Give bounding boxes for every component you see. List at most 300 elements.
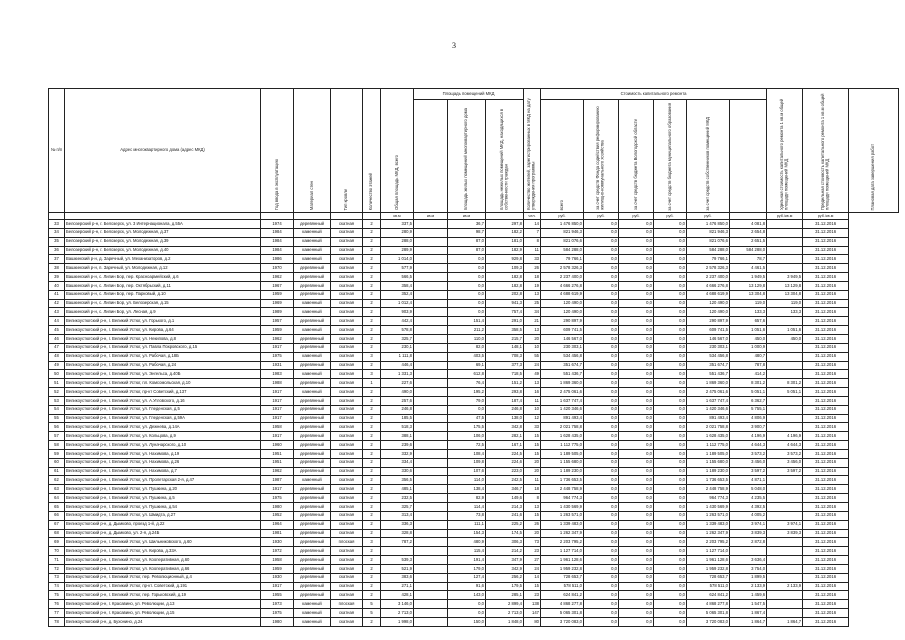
table-cell xyxy=(767,220,803,229)
table-cell: Белозерский р-н, г. Белозерск, ул. Молодежная, д.37 xyxy=(65,228,261,237)
table-cell xyxy=(414,441,448,450)
table-cell: 1988 xyxy=(261,379,294,388)
table-cell: 1 331,3 xyxy=(381,370,414,379)
table-cell: 76,4 xyxy=(448,379,486,388)
table-cell: 49 xyxy=(524,370,541,379)
table-cell: 3 146,0 xyxy=(381,600,414,609)
table-cell: 291,0 xyxy=(486,317,524,326)
table-cell: Белозерский р-н, г. Белозерск, ул. 3 Интернационала, д.55А xyxy=(65,220,261,229)
table-cell: 718,5 xyxy=(486,370,524,379)
table-cell: 0,0 xyxy=(584,564,619,573)
table-cell: 19 xyxy=(524,281,541,290)
table-cell: деревянный xyxy=(294,220,331,229)
table-cell: 0,0 xyxy=(619,564,654,573)
table-cell: 1 637 747,4 xyxy=(541,396,584,405)
table-cell: 110,0 xyxy=(448,334,486,343)
table-cell: 351 674,7 xyxy=(541,361,584,370)
table-cell: 69,1 xyxy=(448,361,486,370)
table-cell: 43 xyxy=(49,308,65,317)
table-cell: 4 666 276,8 xyxy=(687,281,730,290)
table-cell: скатная xyxy=(331,547,363,556)
table-cell: 13 304,8 xyxy=(730,290,767,299)
table-cell xyxy=(414,299,448,308)
table-cell xyxy=(381,547,414,556)
table-cell: 1 262 347,9 xyxy=(687,529,730,538)
table-cell: 578 511,0 xyxy=(687,582,730,591)
table-cell: Великоустюгский р-н, г. Великий Устюг, ул. Энгельса, д.40Б xyxy=(65,370,261,379)
table-cell: 1967 xyxy=(261,281,294,290)
table-cell: 31.12.2016 xyxy=(803,423,849,432)
table-cell: 0,0 xyxy=(654,529,687,538)
table-cell: Великоустюгский р-н, г. Великий Устюг, ул. Пролетарская 2-я, д.47 xyxy=(65,476,261,485)
table-cell: скатная xyxy=(331,326,363,335)
table-cell: 63 xyxy=(49,485,65,494)
table-cell: скатная xyxy=(331,352,363,361)
table-cell: 58 xyxy=(49,441,65,450)
table-cell: 246,8 xyxy=(381,405,414,414)
table-cell: 1 263 571,0 xyxy=(541,511,584,520)
table-cell: 2 xyxy=(363,255,381,264)
table-cell: 1981 xyxy=(261,529,294,538)
table-cell: 52 xyxy=(49,388,65,397)
table-row xyxy=(49,317,899,326)
table-cell: 1 476 850,0 xyxy=(541,220,584,229)
table-cell: 15 xyxy=(524,511,541,520)
table-cell: 0,0 xyxy=(619,423,654,432)
table-cell: 941,3 xyxy=(486,299,524,308)
table-cell: 0,0 xyxy=(619,547,654,556)
table-cell: Великоустюгский р-н, г. Великий Устюг, ул. Рабочая, д.24 xyxy=(65,361,261,370)
table-cell: 708,3 xyxy=(486,352,524,361)
table-cell: 0,0 xyxy=(654,343,687,352)
table-cell: 0,0 xyxy=(448,255,486,264)
table-cell: 195,2 xyxy=(448,388,486,397)
unit-cell xyxy=(49,213,65,220)
table-cell: 0,0 xyxy=(448,290,486,299)
table-cell: 232,5 xyxy=(381,494,414,503)
table-cell: 1984 xyxy=(261,237,294,246)
table-row xyxy=(49,441,899,450)
table-cell: 0,0 xyxy=(584,582,619,591)
table-cell: 138,4 xyxy=(448,485,486,494)
table-cell: 0,0 xyxy=(448,264,486,273)
table-cell: 3 573,2 xyxy=(767,449,803,458)
table-cell: 1 127 714,0 xyxy=(541,547,584,556)
table-row xyxy=(49,547,899,556)
table-cell: 239,6 xyxy=(381,441,414,450)
table-cell: 2 xyxy=(363,582,381,591)
table-row xyxy=(49,529,899,538)
table-cell: 1917 xyxy=(261,405,294,414)
table-cell: 0,0 xyxy=(654,617,687,626)
table-cell xyxy=(414,352,448,361)
table-cell: 1 736 653,5 xyxy=(687,476,730,485)
table-cell: 1 899,5 xyxy=(730,573,767,582)
table-cell: 181,0 xyxy=(486,237,524,246)
table-cell: Белозерский р-н, г. Белозерск, ул. Молодежная, д.39 xyxy=(65,237,261,246)
table-cell xyxy=(414,255,448,264)
table-cell: скатная xyxy=(331,370,363,379)
table-cell: 1917 xyxy=(261,485,294,494)
table-cell: Великоустюгский р-н, г. Великий Устюг, ул. Павла Покровского, д.15 xyxy=(65,343,261,352)
table-cell: 1 339 483,0 xyxy=(541,520,584,529)
table-cell: каменный xyxy=(294,617,331,626)
table-cell: 285,1 xyxy=(486,591,524,600)
table-cell: 1962 xyxy=(261,467,294,476)
table-cell: 0,0 xyxy=(654,503,687,512)
table-cell: 79 766,1 xyxy=(541,255,584,264)
table-cell: 657,6 xyxy=(730,317,767,326)
table-cell: Великоустюгский р-н, д. Бухонино, д.24 xyxy=(65,617,261,626)
table-cell: 224,5 xyxy=(486,449,524,458)
table-cell: 31.12.2016 xyxy=(803,220,849,229)
table-cell: 0,0 xyxy=(619,609,654,618)
col-header-cost-owners: за счет средств собственников помещений МКД xyxy=(687,100,730,213)
unit-cell: руб./кв.м xyxy=(803,213,849,220)
table-cell: 13 xyxy=(524,290,541,299)
table-row xyxy=(49,573,899,582)
table-cell: 2 xyxy=(363,432,381,441)
table-row xyxy=(49,308,899,317)
table-cell: 0,0 xyxy=(584,449,619,458)
table-cell: каменный xyxy=(294,600,331,609)
table-cell: 2 203 795,2 xyxy=(541,538,584,547)
table-row xyxy=(49,361,899,370)
table-cell: 0,0 xyxy=(654,573,687,582)
table-cell: 138 xyxy=(524,600,541,609)
table-row xyxy=(49,600,899,609)
table-cell: 0,0 xyxy=(584,476,619,485)
table-cell xyxy=(414,538,448,547)
table-cell: 0,0 xyxy=(584,503,619,512)
table-cell: 98,7 xyxy=(448,228,486,237)
table-cell: 11 xyxy=(524,476,541,485)
col-header-cost-extra xyxy=(730,100,767,213)
table-cell: каменный xyxy=(294,308,331,317)
table-cell: 2 xyxy=(363,449,381,458)
table-row xyxy=(49,564,899,573)
table-cell: 2 899,4 xyxy=(486,600,524,609)
table-cell: 31.12.2016 xyxy=(803,317,849,326)
table-cell: 31.12.2016 xyxy=(803,503,849,512)
table-cell: 728 653,7 xyxy=(687,573,730,582)
table-cell: 403,5 xyxy=(448,352,486,361)
table-cell: 0,0 xyxy=(654,441,687,450)
table-cell: 31.12.2016 xyxy=(803,246,849,255)
table-cell: 1 112 775,0 xyxy=(687,441,730,450)
table-cell: 0,0 xyxy=(654,485,687,494)
table-cell: скатная xyxy=(331,290,363,299)
table-cell: 24 xyxy=(524,564,541,573)
table-cell: 31.12.2016 xyxy=(803,370,849,379)
table-cell: скатная xyxy=(331,237,363,246)
table-cell: 214,3 xyxy=(486,503,524,512)
table-cell: 624 841,2 xyxy=(541,591,584,600)
table-cell: 1958 xyxy=(261,423,294,432)
table-cell: 0,0 xyxy=(654,467,687,476)
table-cell: 55 xyxy=(524,352,541,361)
table-cell: 0,0 xyxy=(448,273,486,282)
table-cell: 0,0 xyxy=(619,600,654,609)
table-cell xyxy=(414,423,448,432)
table-cell: 1 155 680,0 xyxy=(687,458,730,467)
table-cell: 609 741,5 xyxy=(687,326,730,335)
table-cell: 31.12.2016 xyxy=(803,396,849,405)
table-cell xyxy=(767,609,803,618)
table-cell: Великоустюгский р-н, г. Великий Устюг, ул. Гледенская, д.5 xyxy=(65,405,261,414)
unit-cell xyxy=(261,213,294,220)
table-cell: 119,0 xyxy=(767,299,803,308)
table-cell: 0,0 xyxy=(584,388,619,397)
table-cell: деревянный xyxy=(294,379,331,388)
table-cell: 0,0 xyxy=(654,264,687,273)
table-cell xyxy=(767,476,803,485)
table-cell xyxy=(414,264,448,273)
table-cell xyxy=(414,432,448,441)
table-cell: 0,0 xyxy=(619,458,654,467)
table-cell xyxy=(767,246,803,255)
table-cell: 185,5 xyxy=(381,414,414,423)
table-cell: 0,0 xyxy=(619,529,654,538)
col-header-wall-material: Материал стен xyxy=(294,89,331,213)
table-cell: 0,0 xyxy=(584,299,619,308)
table-cell: 79,0 xyxy=(448,396,486,405)
table-row xyxy=(49,609,899,618)
table-cell: Великоустюгский р-н, г. Великий Устюг, ул. Пушкина, д.5 xyxy=(65,494,261,503)
table-cell: 0,0 xyxy=(584,220,619,229)
table-cell: 1 430 569,9 xyxy=(541,503,584,512)
table-cell: 1 430 569,9 xyxy=(687,503,730,512)
table-cell: 108,4 xyxy=(448,449,486,458)
table-cell: 539,3 xyxy=(381,556,414,565)
table-cell: 2 021 758,8 xyxy=(541,423,584,432)
table-cell: 1 051,6 xyxy=(730,326,767,335)
table-cell xyxy=(414,326,448,335)
col-header-area-all xyxy=(414,100,448,213)
table-cell: каменный xyxy=(294,228,331,237)
table-cell: 1 263 571,0 xyxy=(687,511,730,520)
table-cell: 0,0 xyxy=(654,494,687,503)
table-row xyxy=(49,476,899,485)
table-cell: 4 461,5 xyxy=(730,264,767,273)
table-cell xyxy=(767,396,803,405)
table-cell: скатная xyxy=(331,582,363,591)
table-cell: 0,0 xyxy=(654,414,687,423)
table-cell: 0,0 xyxy=(619,317,654,326)
table-cell: скатная xyxy=(331,361,363,370)
table-cell: 1972 xyxy=(261,547,294,556)
table-cell: 21 xyxy=(524,317,541,326)
table-cell: 0,0 xyxy=(619,255,654,264)
table-cell: 271,1 xyxy=(381,582,414,591)
table-cell: 2 578 326,3 xyxy=(541,264,584,273)
table-cell: 1 111,8 xyxy=(381,352,414,361)
table-cell xyxy=(414,520,448,529)
table-cell: 0,0 xyxy=(654,547,687,556)
table-cell: деревянный xyxy=(294,317,331,326)
table-cell: 23 xyxy=(524,591,541,600)
table-cell: Великоустюгский р-н, г. Великий Устюг, ул. Нахимова, д.26 xyxy=(65,458,261,467)
table-cell: 0,0 xyxy=(619,343,654,352)
table-cell: 31.12.2016 xyxy=(803,564,849,573)
table-cell: 5 xyxy=(363,609,381,618)
table-cell xyxy=(414,361,448,370)
table-cell: Великоустюгский р-н, г. Великий Устюг, ул. А.Угловского, д.16 xyxy=(65,396,261,405)
table-cell: 138,0 xyxy=(486,414,524,423)
table-cell: 0,0 xyxy=(584,617,619,626)
table-cell: 1 949,5 xyxy=(730,273,767,282)
table-cell: 20 xyxy=(524,458,541,467)
table-cell: деревянный xyxy=(294,556,331,565)
table-cell: Великоустюгский р-н, г. Великий Устюг, ул. Пушкина, д.54 xyxy=(65,503,261,512)
table-cell: 0,0 xyxy=(584,458,619,467)
table-cell: 3 839,3 xyxy=(767,529,803,538)
table-cell: 31.12.2016 xyxy=(803,264,849,273)
table-cell: 0,0 xyxy=(619,573,654,582)
unit-cell: чел. xyxy=(524,213,541,220)
table-cell: 282,1 xyxy=(486,432,524,441)
table-cell: 297,8 xyxy=(486,220,524,229)
table-cell xyxy=(414,591,448,600)
table-cell: 182,8 xyxy=(486,281,524,290)
table-cell xyxy=(414,573,448,582)
table-cell: 0,0 xyxy=(584,246,619,255)
table-cell: 4 196,9 xyxy=(730,432,767,441)
table-cell: 2 xyxy=(363,485,381,494)
table-cell: 450,0 xyxy=(730,334,767,343)
table-cell: скатная xyxy=(331,414,363,423)
table-cell: деревянный xyxy=(294,485,331,494)
table-cell: 1 998,0 xyxy=(381,617,414,626)
table-cell: 18 xyxy=(524,485,541,494)
table-cell: 146 567,0 xyxy=(541,334,584,343)
table-row xyxy=(49,582,899,591)
table-cell: скатная xyxy=(331,441,363,450)
table-cell: 0,0 xyxy=(654,458,687,467)
table-cell xyxy=(414,485,448,494)
table-cell: 2 133,9 xyxy=(730,582,767,591)
table-cell: 4 806,9 xyxy=(730,414,767,423)
table-cell: Великоустюгский р-н, г. Великий Устюг, ул. Шильниковского, д.60 xyxy=(65,538,261,547)
table-cell: деревянный xyxy=(294,591,331,600)
table-cell: 11 xyxy=(524,246,541,255)
table-cell: 1917 xyxy=(261,388,294,397)
table-cell: 0,0 xyxy=(654,228,687,237)
table-cell: 61 xyxy=(49,467,65,476)
table-row xyxy=(49,370,899,379)
table-row xyxy=(49,449,899,458)
table-cell: скатная xyxy=(331,255,363,264)
table-cell: 577,9 xyxy=(381,264,414,273)
table-cell: 521,9 xyxy=(381,564,414,573)
table-cell: 1960 xyxy=(261,441,294,450)
table-cell: 31.12.2016 xyxy=(803,511,849,520)
col-header-cost-fund: за счет средств Фонда содействия реформированию жилищно-коммунального хозяйства xyxy=(584,100,619,213)
table-cell: 31.12.2016 xyxy=(803,547,849,556)
table-cell: 1959 xyxy=(261,326,294,335)
table-cell xyxy=(414,467,448,476)
table-cell: 2 651,5 xyxy=(730,237,767,246)
col-header-cost-region: за счет средств бюджета Вологодской области xyxy=(619,100,654,213)
table-row xyxy=(49,237,899,246)
table-row xyxy=(49,343,899,352)
table-cell: 0,0 xyxy=(584,405,619,414)
table-cell: 191,4 xyxy=(448,556,486,565)
col-header-roof-type: Тип кровли xyxy=(331,89,363,213)
table-cell: 342,9 xyxy=(486,564,524,573)
table-cell: 0,0 xyxy=(584,317,619,326)
table-cell: 0,0 xyxy=(619,388,654,397)
table-cell xyxy=(414,529,448,538)
table-cell xyxy=(414,600,448,609)
table-cell: 1 420 346,6 xyxy=(541,405,584,414)
table-cell: 534 456,8 xyxy=(541,352,584,361)
table-row xyxy=(49,423,899,432)
table-cell: 69 xyxy=(49,538,65,547)
table-cell: 0,0 xyxy=(619,591,654,600)
table-cell: 0,0 xyxy=(619,290,654,299)
table-cell: Великоустюгский р-н, г. Великий Устюг, ул. Горького, д.1 xyxy=(65,317,261,326)
table-cell: 0,0 xyxy=(584,432,619,441)
table-cell: 14 xyxy=(524,220,541,229)
table-cell: скатная xyxy=(331,273,363,282)
table-cell: 0,0 xyxy=(584,396,619,405)
table-cell: 2 237 400,0 xyxy=(541,273,584,282)
table-cell: Великоустюгский р-н, г. Великий Устюг, пер. Горьковский, д.19 xyxy=(65,591,261,600)
table-cell: Великоустюгский р-н, г. Великий Устюг, ул. Рабочая, д.18Б xyxy=(65,352,261,361)
table-row xyxy=(49,220,899,229)
table-cell: 821 076,6 xyxy=(541,237,584,246)
table-cell: 1 628 435,0 xyxy=(687,432,730,441)
table-cell: 16 xyxy=(524,388,541,397)
table-cell: 0,0 xyxy=(654,432,687,441)
table-cell: 3 xyxy=(363,538,381,547)
table-cell: скатная xyxy=(331,449,363,458)
table-cell: 225,2 xyxy=(486,520,524,529)
table-cell: 31.12.2016 xyxy=(803,467,849,476)
table-cell: 215,7 xyxy=(486,334,524,343)
table-cell: 787,8 xyxy=(730,361,767,370)
table-cell: скатная xyxy=(331,432,363,441)
table-cell: 1 262 347,9 xyxy=(541,529,584,538)
table-cell: Великоустюгский р-н, г. Великий Устюг, пл. Комсомольская, д.10 xyxy=(65,379,261,388)
table-cell: 230 303,1 xyxy=(687,343,730,352)
table-cell: 5 065 301,8 xyxy=(541,609,584,618)
table-cell: 74 xyxy=(49,582,65,591)
table-cell: 325,7 xyxy=(381,334,414,343)
table-cell: 175,5 xyxy=(448,423,486,432)
table-cell: 2 xyxy=(363,273,381,282)
table-cell: 31.12.2016 xyxy=(803,556,849,565)
table-cell xyxy=(414,556,448,565)
table-cell: 0,0 xyxy=(448,405,486,414)
table-cell: скатная xyxy=(331,467,363,476)
table-cell: 485,1 xyxy=(381,485,414,494)
table-cell: 388,1 xyxy=(381,432,414,441)
table-cell: 903,9 xyxy=(381,308,414,317)
table-cell: 31.12.2016 xyxy=(803,494,849,503)
table-cell: 2 475 061,6 xyxy=(687,388,730,397)
table-cell: плоская xyxy=(331,538,363,547)
table-cell: 0,0 xyxy=(584,441,619,450)
table-row xyxy=(49,255,899,264)
table-cell: 1986 xyxy=(261,255,294,264)
table-cell: 47,5 xyxy=(448,414,486,423)
table-cell: 480,9 xyxy=(448,538,486,547)
table-cell: 31.12.2016 xyxy=(803,228,849,237)
table-cell: 66 xyxy=(49,511,65,520)
table-cell: 964 774,3 xyxy=(687,494,730,503)
